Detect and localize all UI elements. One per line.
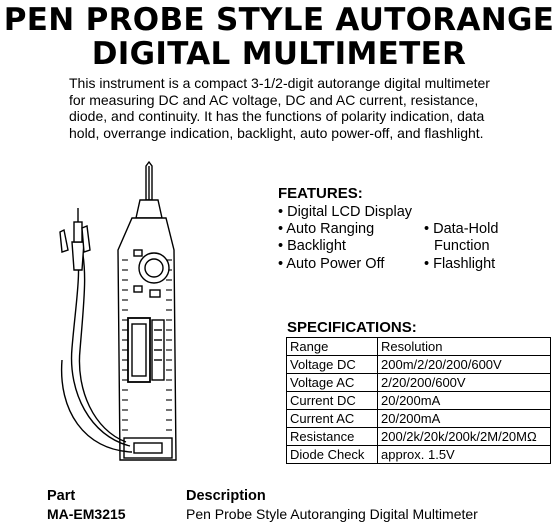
specifications-heading: SPECIFICATIONS: [287,319,417,336]
table-row [287,356,551,374]
table-row [287,374,551,392]
part-number: MA-EM3215 [47,506,126,522]
title-line-1: PEN PROBE STYLE AUTORANGE [3,2,555,38]
intro-paragraph: This instrument is a compact 3-1/2-digit autorange digital multimeter for measuring DC and AC voltage, DC and AC current, resistance, diode, and continuity. It has the functions of polarity indication, data hold, overrange indication, backlight, auto power-off, and flashlight. [69,75,490,141]
table-cell: 2/20/200/600V [378,374,551,392]
table-cell: 200m/2/20/200/600V [378,356,551,374]
feature-item: • Auto Power Off [278,256,385,272]
feature-item: Function [434,238,490,254]
table-header-row [287,338,551,356]
multimeter-illustration [54,160,184,480]
features-heading: FEATURES: [278,185,363,202]
table-cell: 200/2k/20k/200k/2M/20MΩ [378,428,551,446]
table-cell: Voltage AC [287,374,378,392]
column-header: Range [287,338,378,356]
table-cell: Diode Check [287,446,378,464]
table-row [287,446,551,464]
feature-item: • Digital LCD Display [278,204,413,220]
table-row [287,428,551,446]
table-row [287,392,551,410]
feature-item: • Data-Hold [424,221,499,237]
table-cell: approx. 1.5V [378,446,551,464]
table-cell: Resistance [287,428,378,446]
feature-item: • Auto Ranging [278,221,375,237]
table-cell: Voltage DC [287,356,378,374]
feature-item: • Backlight [278,238,346,254]
table-cell: 20/200mA [378,392,551,410]
table-cell: 20/200mA [378,410,551,428]
part-label: Part [47,488,76,504]
description-label: Description [186,488,266,504]
table-row [287,410,551,428]
title-line-2: DIGITAL MULTIMETER [91,36,467,72]
column-header: Resolution [378,338,551,356]
table-cell: Current DC [287,392,378,410]
part-description: Pen Probe Style Autoranging Digital Multimeter [186,506,478,522]
table-cell: Current AC [287,410,378,428]
specifications-table [286,337,551,464]
feature-item: • Flashlight [424,256,496,272]
